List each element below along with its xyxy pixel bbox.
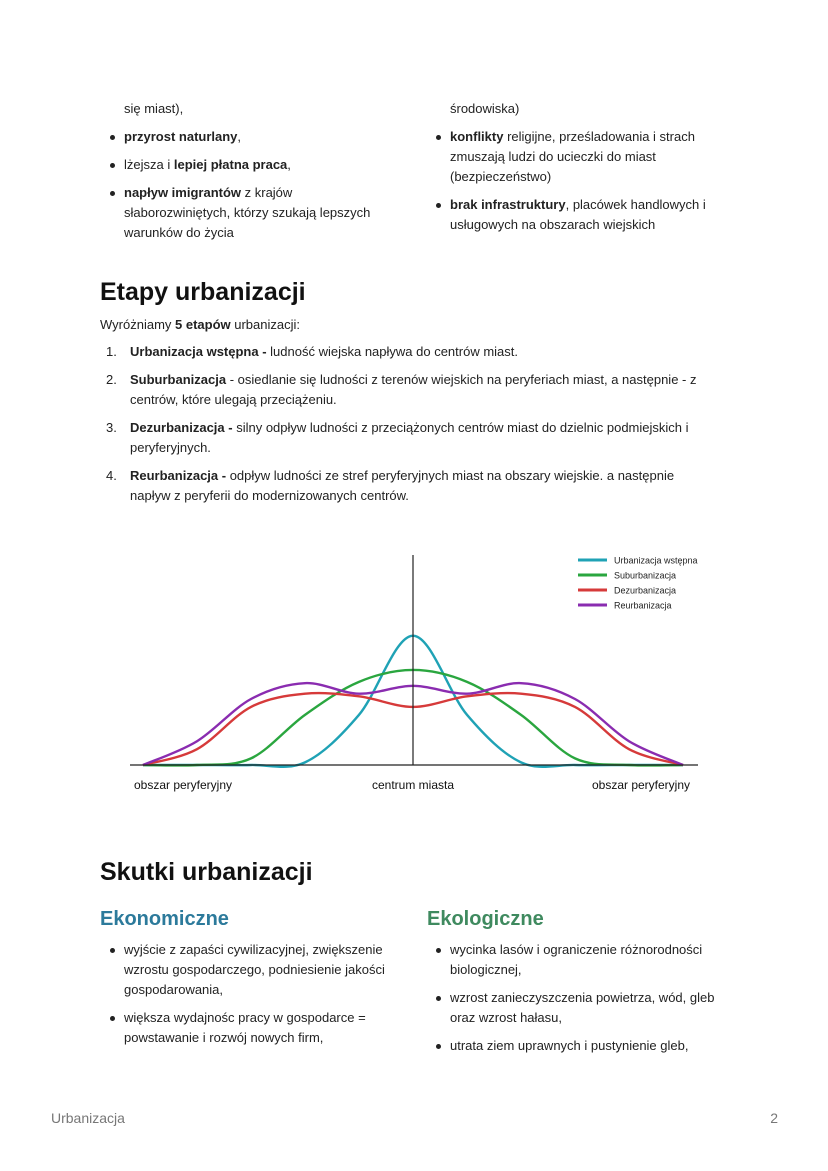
list-item: 2. Suburbanizacja - osiedlanie się ludności z terenów wiejskich na peryferiach miast, a następnie - z centrów, które ulegają przeciążeniu.: [106, 372, 697, 407]
page-number: 2: [770, 1110, 778, 1126]
reasons-list-left: [108, 127, 398, 243]
footer-title: Urbanizacja: [51, 1110, 125, 1126]
economic-list: [108, 940, 398, 1056]
legend-label: Suburbanizacja: [614, 570, 677, 581]
list-item: wyjście z zapaści cywilizacyjnej, zwiększenie wzrostu gospodarczego, podniesienie jakości gospodarowania,: [108, 940, 398, 1000]
list-item: lżejsza i lepiej płatna praca,: [108, 155, 398, 175]
list-item: wzrost zanieczyszczenia powietrza, wód, gleb oraz wzrost hałasu,: [434, 988, 734, 1028]
x-tick-label: obszar peryferyjny: [133, 778, 233, 792]
stages-list: [106, 342, 716, 514]
x-tick-label: obszar peryferyjny: [591, 778, 691, 792]
legend-label: Dezurbanizacja: [614, 585, 677, 596]
effects-heading: Skutki urbanizacji: [100, 858, 313, 886]
continuation-text: środowiska): [450, 101, 520, 116]
ecological-list: [434, 940, 734, 1064]
stages-heading: Etapy urbanizacji: [100, 278, 306, 306]
list-item: większa wydajnośc pracy w gospodarce = powstawanie i rozwój nowych firm,: [108, 1008, 398, 1048]
reasons-list-right: [434, 127, 724, 235]
stages-intro: Wyróżniamy 5 etapów urbanizacji:: [100, 317, 301, 332]
continuation-text: się miast),: [124, 101, 184, 116]
list-item: wycinka lasów i ograniczenie różnorodności biologicznej,: [434, 940, 734, 980]
legend-label: Urbanizacja wstępna: [614, 555, 698, 566]
economic-heading: Ekonomiczne: [100, 908, 229, 930]
list-item: utrata ziem uprawnych i pustynienie gleb,: [434, 1036, 734, 1056]
list-item: 4. Reurbanizacja - odpływ ludności ze stref peryferyjnych miast na obszary wiejskie. a następnie napływ z peryferii do modernizowanych centrów.: [106, 468, 675, 503]
urbanization-chart: [0, 540, 828, 810]
list-item: napływ imigrantów z krajów słaborozwiniętych, którzy szukają lepszych warunków do życia: [108, 183, 398, 243]
list-item: przyrost naturlany,: [108, 127, 398, 147]
list-item: konflikty religijne, prześladowania i strach zmuszają ludzi do ucieczki do miast (bezpieczeństwo): [434, 127, 724, 187]
x-tick-label: centrum miasta: [371, 778, 455, 792]
top-right-column: [434, 99, 724, 243]
list-item: 3. Dezurbanizacja - silny odpływ ludności z przeciążonych centrów miast do dzielnic podmiejskich i peryferyjnych.: [106, 420, 689, 455]
list-item: 1. Urbanizacja wstępna - ludność wiejska napływa do centrów miast.: [106, 344, 518, 359]
top-left-column: [108, 99, 398, 251]
ecological-heading: Ekologiczne: [427, 908, 544, 930]
list-item: brak infrastruktury, placówek handlowych i usługowych na obszarach wiejskich: [434, 195, 724, 235]
legend-label: Reurbanizacja: [614, 600, 672, 611]
